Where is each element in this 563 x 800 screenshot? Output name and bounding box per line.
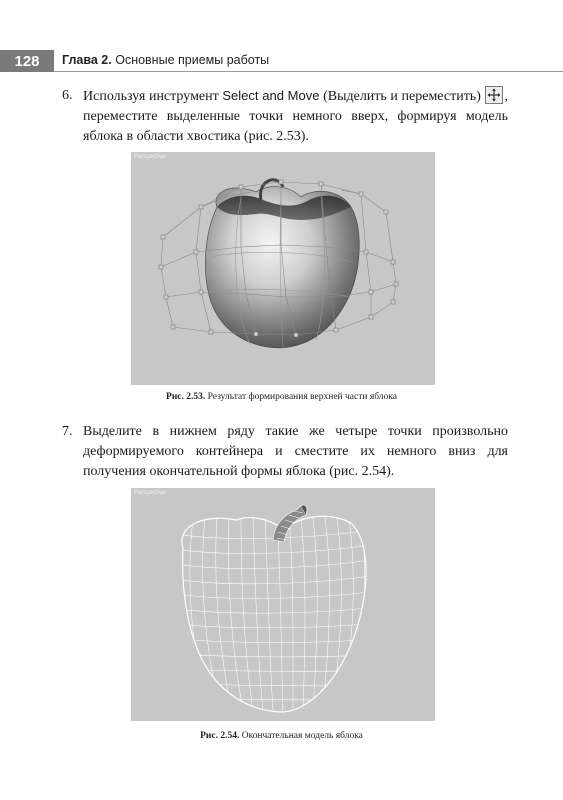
figure-2-53 (131, 152, 435, 385)
caption-text: Окончательная модель яблока (241, 731, 363, 741)
header-rule (54, 71, 563, 72)
running-head (62, 53, 269, 67)
caption-label: Рис. 2.53. (166, 392, 206, 402)
caption-text: Результат формирования верхней части яблока (207, 392, 397, 402)
caption-label: Рис. 2.54. (200, 731, 240, 741)
figure-caption (0, 731, 563, 741)
viewport-label: Perspective (134, 154, 166, 160)
apple-wireframe-render (131, 488, 435, 721)
step-7 (62, 422, 508, 482)
step-6 (62, 86, 508, 147)
figure-caption (0, 392, 563, 402)
apple-lattice-render (131, 152, 435, 385)
page-number: 128 (0, 50, 54, 72)
step-text: Выделите в нижнем ряду такие же четыре точки произвольно деформируемого контейнера и сместите их немного вниз для получения окончательной формы яблока (рис. 2.54). (83, 424, 508, 479)
page-header (0, 50, 563, 72)
figure-2-54 (131, 488, 435, 721)
chapter-title: Основные приемы работы (115, 53, 270, 67)
move-tool-icon (485, 86, 503, 104)
chapter-label: Глава 2. (62, 53, 112, 67)
step-text: Используя инструмент Select and Move (Выделить и переместить) , переместите выделенные точки немного вверх, формируя модель яблока в области хвостика (рис. 2.53). (83, 88, 508, 144)
viewport-label: Perspective (134, 490, 166, 496)
step-number: 6. (62, 88, 73, 103)
step-number: 7. (62, 424, 73, 439)
tool-name: Select and Move (222, 88, 320, 103)
